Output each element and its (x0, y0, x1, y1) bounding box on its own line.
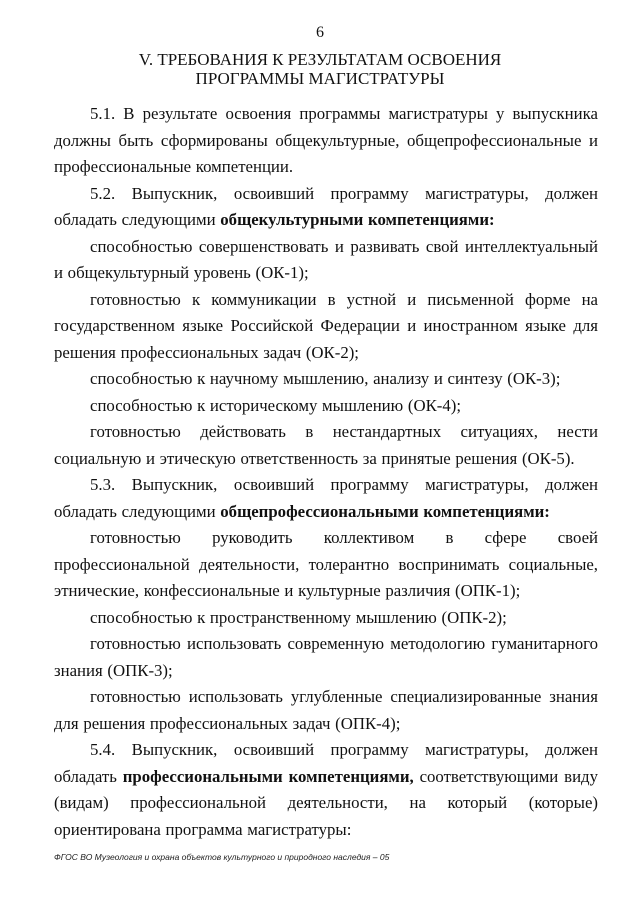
paragraph-5-2-bold: общекультурными компетенциями: (220, 210, 495, 229)
competency-opk-3: готовностью использовать современную методологию гуманитарного знания (ОПК-3); (54, 634, 598, 680)
body-text (54, 101, 598, 843)
paragraph-5-3-bold: общепрофессиональными компетенциями: (220, 501, 550, 521)
competency-ok-2: готовностью к коммуникации в устной и письменной форме на государственном языке Российской Федерации и иностранном языке для решения профессиональных задач (ОК-2); (54, 289, 598, 362)
paragraph-5-4 (54, 737, 598, 843)
competency-opk-1: готовностью руководить коллективом в сфере своей профессиональной деятельности, толерантно воспринимать социальные, этнические, конфессиональные и культурные различия (ОПК-1); (54, 528, 598, 600)
paragraph-5-4-bold: профессиональными компетенциями, (122, 766, 414, 786)
section-heading-line-1: V. ТРЕБОВАНИЯ К РЕЗУЛЬТАТАМ ОСВОЕНИЯ (138, 50, 502, 69)
competency-ok-3: способностью к научному мышлению, анализу и синтезу (ОК-3); (90, 369, 561, 388)
paragraph-5-2-lead: 5.2. Выпускник, освоивший программу магистратуры, должен обладать следующими (54, 183, 598, 229)
competency-ok-5: готовностью действовать в нестандартных ситуациях, нести социальную и этическую ответственность за принятые решения (ОК-5). (54, 422, 598, 468)
paragraph-5-3 (54, 472, 598, 525)
page-number: 6 (316, 24, 324, 41)
paragraph-5-3-lead: 5.3. Выпускник, освоивший программу магистратуры, должен обладать следующими (54, 475, 598, 521)
competency-opk-2: способностью к пространственному мышлению (ОПК-2); (90, 607, 507, 627)
section-heading-line-2: ПРОГРАММЫ МАГИСТРАТУРЫ (195, 69, 445, 88)
paragraph-5-1: 5.1. В результате освоения программы магистратуры у выпускника должны быть сформированы общекультурные, общепрофессиональные и профессиональные компетенции. (54, 104, 598, 176)
competency-ok-4: способностью к историческому мышлению (ОК-4); (90, 395, 462, 415)
paragraph-5-2 (54, 181, 598, 234)
section-heading (0, 50, 640, 88)
page-footer: ФГОС ВО Музеология и охрана объектов культурного и природного наследия – 05 (54, 852, 390, 862)
paragraph-5-4-lead: 5.4. Выпускник, освоивший программу магистратуры, должен обладать (54, 740, 598, 786)
competency-ok-1: способностью совершенствовать и развивать свой интеллектуальный и общекультурный уровень (ОК-1); (54, 236, 598, 282)
paragraph-5-4-tail: соответствующими виду (видам) профессиональной деятельности, на который (которые) ориентирована программа магистратуры: (54, 766, 598, 839)
competency-opk-4: готовностью использовать углубленные специализированные знания для решения профессиональных задач (ОПК-4); (54, 687, 598, 733)
